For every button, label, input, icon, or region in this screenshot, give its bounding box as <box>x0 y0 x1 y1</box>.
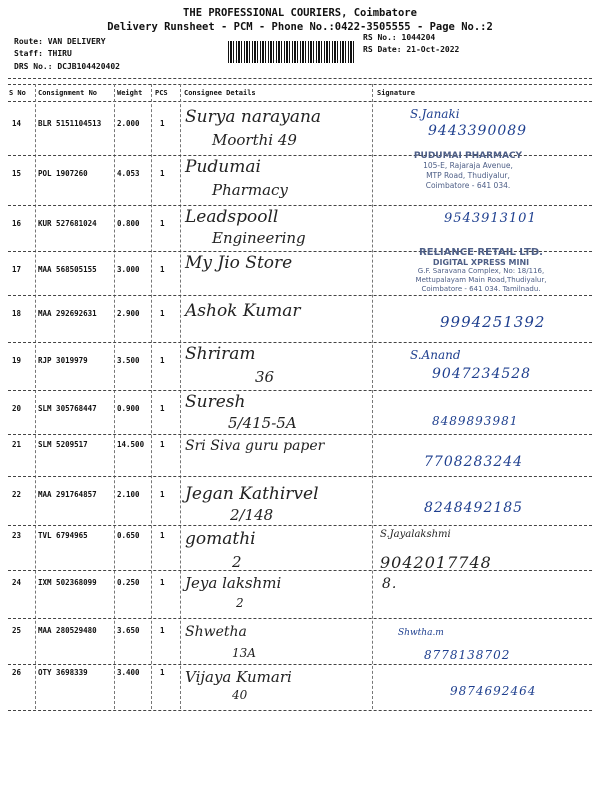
row-weight: 0.800 <box>117 219 140 228</box>
table-row <box>0 476 600 526</box>
table-row <box>0 295 600 345</box>
row-consignment-no: BLR 5151104513 <box>38 119 102 128</box>
row-consignment-no: POL 1907260 <box>38 169 88 178</box>
stamp-line: RELIANCE RETAIL LTD. <box>419 247 543 258</box>
stamp-line: G.F. Saravana Complex, No: 18/116, <box>417 267 545 275</box>
consignee-name: Ashok Kumar <box>185 301 301 321</box>
row-sno: 26 <box>12 668 22 677</box>
runsheet-subtitle: Delivery Runsheet - PCM - Phone No.:0422-3505555 - Page No.:2 <box>107 21 493 33</box>
signature-phone: 8489893981 <box>432 414 519 428</box>
row-weight: 2.100 <box>117 490 140 499</box>
table-row <box>0 105 600 155</box>
row-sno: 17 <box>12 265 22 274</box>
stamp-line: Coimbatore - 641 034. <box>425 181 511 190</box>
row-pcs: 1 <box>160 578 165 587</box>
table-row <box>0 342 600 392</box>
signature-phone: 9543913101 <box>444 211 537 226</box>
col-signature: Signature <box>377 89 415 97</box>
consignee-name: Leadspooll <box>185 207 279 227</box>
row-pcs: 1 <box>160 356 165 365</box>
footer-divider <box>8 710 592 711</box>
signature-name: S.Anand <box>410 348 461 362</box>
row-pcs: 1 <box>160 668 165 677</box>
row-pcs: 1 <box>160 490 165 499</box>
row-weight: 0.250 <box>117 578 140 587</box>
row-sno: 21 <box>12 440 22 449</box>
row-sno: 24 <box>12 578 22 587</box>
row-consignment-no: MAA 568505155 <box>38 265 97 274</box>
signature-phone: 7708283244 <box>424 454 524 470</box>
signature-phone: 8778138702 <box>424 648 511 662</box>
table-row <box>0 525 600 575</box>
consignee-address: Moorthi 49 <box>212 131 297 149</box>
stamp-line: PUDUMAI PHARMACY <box>413 151 523 161</box>
table-row <box>0 390 600 440</box>
row-weight: 0.650 <box>117 531 140 540</box>
row-pcs: 1 <box>160 169 165 178</box>
signature-phone: 8248492185 <box>424 500 524 516</box>
reliance-stamp <box>375 247 587 294</box>
signature-phone: 8. <box>382 576 398 592</box>
row-consignment-no: SLM 5209517 <box>38 440 88 449</box>
consignee-name: My Jio Store <box>185 253 293 273</box>
row-sno: 18 <box>12 309 22 318</box>
table-row <box>0 247 600 301</box>
row-pcs: 1 <box>160 265 165 274</box>
consignee-name: Jegan Kathirvel <box>185 484 319 504</box>
row-weight: 3.650 <box>117 626 140 635</box>
col-weight: Weight <box>117 89 143 97</box>
row-sno: 20 <box>12 404 22 413</box>
pharmacy-stamp <box>378 151 558 191</box>
rs-date: RS Date: 21-Oct-2022 <box>363 45 460 54</box>
signature-phone: 9047234528 <box>432 366 532 382</box>
signature-phone: 9874692464 <box>450 684 537 698</box>
consignee-address: 13A <box>232 646 256 660</box>
row-sno: 22 <box>12 490 22 499</box>
table-row <box>0 664 600 714</box>
table-row <box>0 618 600 668</box>
row-consignment-no: TVL 6794965 <box>38 531 88 540</box>
row-consignment-no: SLM 305768447 <box>38 404 97 413</box>
row-sno: 25 <box>12 626 22 635</box>
stamp-line: MTP Road, Thudiyalur, <box>426 171 510 180</box>
consignee-address: Pharmacy <box>212 181 288 199</box>
signature-phone: 9994251392 <box>440 313 546 331</box>
row-consignment-no: MAA 291764857 <box>38 490 97 499</box>
col-consignment: Consignment No <box>38 89 98 97</box>
row-consignment-no: MAA 280529480 <box>38 626 97 635</box>
route-label: Route: VAN DELIVERY <box>14 37 106 46</box>
row-pcs: 1 <box>160 119 165 128</box>
consignee-address: 40 <box>232 688 248 702</box>
row-weight: 2.000 <box>117 119 140 128</box>
row-sno: 15 <box>12 169 22 178</box>
consignee-name: Vijaya Kumari <box>185 668 292 686</box>
row-weight: 3.500 <box>117 356 140 365</box>
row-sno: 16 <box>12 219 22 228</box>
row-sno: 19 <box>12 356 22 365</box>
signature-phone: 9042017748 <box>380 553 492 572</box>
signature-name: S.Janaki <box>410 107 460 121</box>
consignee-address: 36 <box>255 368 275 386</box>
row-sno: 14 <box>12 119 22 128</box>
row-weight: 2.900 <box>117 309 140 318</box>
stamp-line: Coimbatore - 641 034. Tamilnadu. <box>421 285 541 293</box>
consignee-name: Surya narayana <box>185 107 322 127</box>
col-pcs: PCS <box>155 89 168 97</box>
table-row <box>0 151 600 205</box>
consignee-address: 5/415-5A <box>228 414 297 432</box>
column-header-divider <box>8 101 592 102</box>
header-divider <box>8 78 592 79</box>
consignee-name: Shriram <box>185 344 256 364</box>
row-pcs: 1 <box>160 404 165 413</box>
consignee-name: Suresh <box>185 392 246 412</box>
rs-number: RS No.: 1044204 <box>363 33 436 42</box>
barcode <box>228 41 356 63</box>
consignee-address: 2/148 <box>230 506 274 524</box>
row-pcs: 1 <box>160 531 165 540</box>
drs-number: DRS No.: DCJB104420402 <box>14 62 120 71</box>
signature-name: S.Jayalakshmi <box>380 529 451 540</box>
row-consignment-no: RJP 3019979 <box>38 356 88 365</box>
row-sno: 23 <box>12 531 22 540</box>
row-pcs: 1 <box>160 440 165 449</box>
row-pcs: 1 <box>160 626 165 635</box>
consignee-name: Jeya lakshmi <box>185 574 282 592</box>
staff-label: Staff: THIRU <box>14 49 72 58</box>
col-sno: S No <box>9 89 26 97</box>
consignee-name: Sri Siva guru paper <box>185 438 325 454</box>
row-consignment-no: KUR 527681024 <box>38 219 97 228</box>
row-weight: 0.900 <box>117 404 140 413</box>
consignee-name: gomathi <box>185 529 256 549</box>
consignee-name: Pudumai <box>185 157 261 177</box>
company-title: THE PROFESSIONAL COURIERS, Coimbatore <box>183 7 417 19</box>
row-weight: 14.500 <box>117 440 145 449</box>
row-weight: 4.053 <box>117 169 140 178</box>
signature-name: Shwtha.m <box>398 628 444 638</box>
consignee-address: 2 <box>232 553 242 571</box>
stamp-line: 105-E, Rajaraja Avenue, <box>423 161 513 170</box>
table-row <box>0 570 600 620</box>
stamp-line: DIGITAL XPRESS MINI <box>432 258 530 267</box>
consignee-address: 2 <box>236 596 244 610</box>
row-consignment-no: IXM 502368099 <box>38 578 97 587</box>
row-consignment-no: OTY 3698339 <box>38 668 88 677</box>
signature-phone: 9443390089 <box>428 123 528 139</box>
row-weight: 3.400 <box>117 668 140 677</box>
row-weight: 3.000 <box>117 265 140 274</box>
stamp-line: Mettupalayam Main Road,Thudiyalur, <box>415 276 547 284</box>
consignee-name: Shwetha <box>185 624 247 640</box>
row-consignment-no: MAA 292692631 <box>38 309 97 318</box>
header-divider <box>8 84 592 85</box>
row-pcs: 1 <box>160 219 165 228</box>
consignee-address: Engineering <box>212 229 306 247</box>
col-consignee: Consignee Details <box>184 89 256 97</box>
row-pcs: 1 <box>160 309 165 318</box>
